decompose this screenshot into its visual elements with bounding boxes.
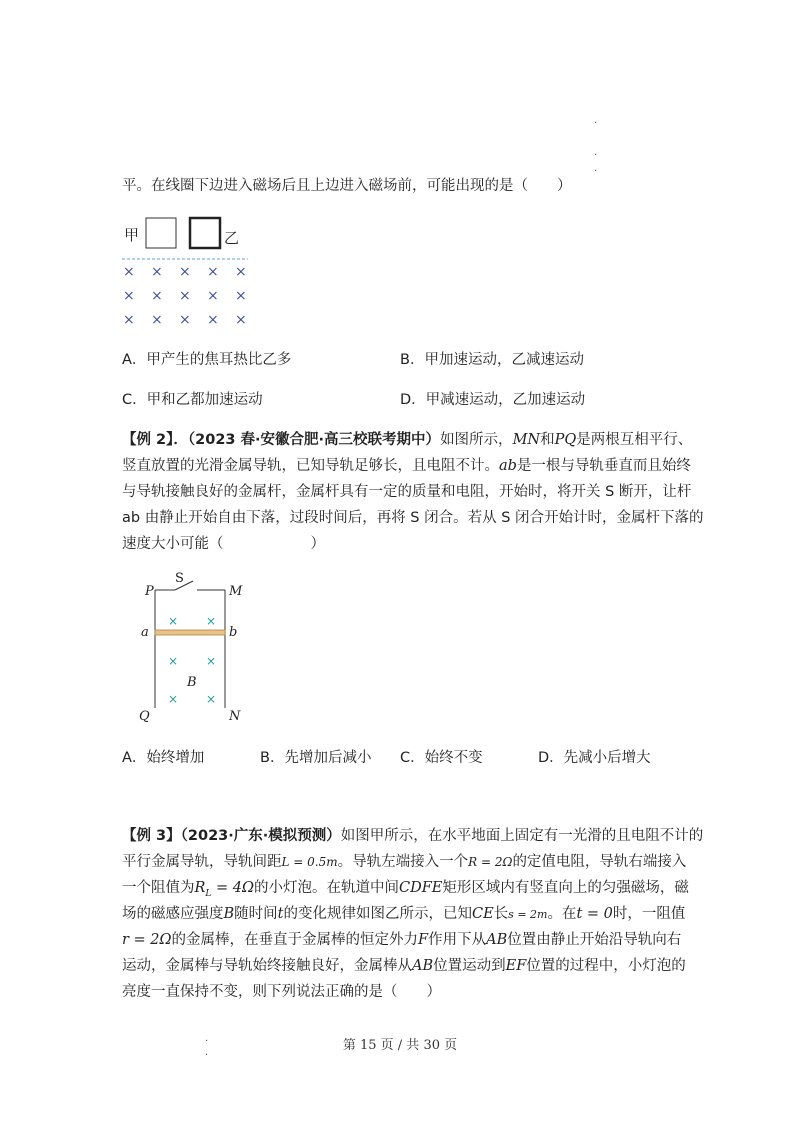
field-cross: × (168, 614, 179, 628)
q1-option-c[interactable]: C．甲和乙都加速运动 (122, 392, 263, 408)
q3-line1 (122, 826, 703, 846)
q2-line4: ab 由静止开始自由下落，过段时间后，再将 S 闭合。若从 S 闭合开始计时，金属杆下落的 (122, 510, 704, 526)
q2-var-ab: ab (499, 458, 517, 474)
field-cross: × (207, 288, 219, 304)
field-cross: × (206, 614, 217, 628)
q3-line4 (122, 904, 685, 925)
field-cross: × (151, 264, 163, 280)
q3-text: 位置运动到 (433, 958, 506, 974)
q3-eq: r = 2Ω (122, 932, 172, 948)
q3-text: 。在 (547, 906, 577, 922)
q3-var: B (223, 906, 235, 922)
field-cross: × (235, 264, 247, 280)
q3-var: AB (486, 932, 508, 948)
q3-eq-sub: L (205, 888, 212, 899)
q3-text: 。导轨左端接入一个 (337, 854, 469, 870)
field-cross: × (179, 264, 191, 280)
q3-var: EF (505, 958, 527, 974)
q2-source: （2023 春·安徽合肥·高三校联考期中） (187, 432, 441, 448)
field-cross: × (235, 312, 247, 328)
field-cross: × (206, 654, 217, 668)
q3-eq: R = 2Ω (468, 855, 513, 869)
field-cross: × (207, 312, 219, 328)
q3-source: （2023·广东·模拟预测） (180, 828, 341, 844)
field-cross: × (123, 288, 135, 304)
field-cross: × (151, 288, 163, 304)
q3-eq: s = 2m (508, 908, 548, 921)
q3-var: CDFE (399, 880, 443, 896)
field-cross: × (168, 692, 179, 706)
q2-text: 和 (540, 432, 555, 448)
q3-text: 位置由静止开始沿导轨向右 (507, 932, 682, 948)
q3-text: 作用下从 (428, 932, 487, 948)
q2-text: 是一根与导轨垂直而且始终 (516, 458, 691, 474)
label-m: M (229, 584, 243, 599)
q2-option-a[interactable]: A．始终增加 (122, 750, 205, 766)
field-crosses (123, 264, 247, 328)
field-cross: × (206, 692, 217, 706)
rod-ab (155, 630, 225, 635)
q3-var: CE (471, 906, 494, 922)
field-cross: × (123, 264, 135, 280)
q3-text: 场的磁感应强度 (122, 906, 224, 922)
q1-option-b[interactable]: B．甲加速运动，乙减速运动 (400, 352, 584, 368)
q3-eq: = 4Ω (211, 880, 255, 896)
field-crosses (168, 614, 216, 706)
q2-var-mn: MN (512, 432, 541, 448)
q3-eq: L = 0.5m (281, 855, 338, 869)
q2-line1 (122, 430, 692, 450)
q2-var-pq: PQ (554, 432, 577, 448)
q3-line7: 亮度一直保持不变，则下列说法正确的是（ ） (122, 984, 441, 1000)
label-p: P (145, 584, 154, 599)
q3-text: 平行金属导轨，导轨间距 (122, 854, 282, 870)
q2-text: 如图所示， (440, 432, 513, 448)
q3-eq: R (194, 880, 206, 896)
q3-text: 时，一阻值 (612, 906, 686, 922)
label-b-field: B (187, 675, 197, 690)
mark-dot: · (594, 118, 598, 129)
q3-eq: t = 0 (576, 906, 613, 922)
q3-var: F (418, 932, 429, 948)
q3-line6 (122, 956, 686, 976)
q3-var: t (277, 906, 284, 922)
q3-text: 如图甲所示，在水平地面上固定有一光滑的且电阻不计的 (340, 828, 704, 844)
q1-option-d[interactable]: D．甲减速运动，乙加速运动 (400, 392, 586, 408)
q3-line2 (122, 852, 686, 872)
mark-dot: · (594, 150, 598, 161)
mark-dot: · (594, 166, 598, 177)
q3-text: 的变化规律如图乙所示，已知 (283, 906, 472, 922)
label-b: b (229, 625, 238, 640)
q2-text: 是两根互相平行、 (576, 432, 693, 448)
q3-text: 运动，金属棒与导轨始终接触良好，金属棒从 (122, 958, 412, 974)
q3-line5 (122, 930, 681, 950)
field-cross: × (179, 312, 191, 328)
field-cross: × (151, 312, 163, 328)
page-footer: 第 15 页 / 共 30 页 (342, 1038, 458, 1053)
label-n: N (229, 709, 241, 724)
coil-yi (190, 218, 220, 248)
coil-jia (146, 218, 176, 248)
q3-text: 的金属棒，在垂直于金属棒的恒定外力 (171, 932, 419, 948)
field-cross: × (235, 288, 247, 304)
q2-option-b[interactable]: B．先增加后减小 (260, 750, 372, 766)
label-s: S (175, 571, 184, 586)
field-cross: × (123, 312, 135, 328)
q2-figure (135, 568, 255, 728)
q2-line5: 速度大小可能（ ） (122, 536, 325, 552)
q3-text: 的定值电阻，导轨右端接入 (512, 854, 687, 870)
q2-option-d[interactable]: D．先减小后增大 (538, 750, 651, 766)
q2-label: 【例 2】． (122, 432, 188, 448)
field-cross: × (207, 264, 219, 280)
q3-text: 位置的过程中，小灯泡的 (526, 958, 686, 974)
q2-option-c[interactable]: C．始终不变 (400, 750, 483, 766)
q1-label-jia: 甲 (124, 226, 140, 244)
q1-figure (120, 212, 260, 332)
q3-text: 一个阻值为 (122, 880, 195, 896)
q1-option-a[interactable]: A．甲产生的焦耳热比乙多 (122, 352, 292, 368)
field-cross: × (179, 288, 191, 304)
q3-text: 长 (493, 906, 509, 922)
q2-line3: 与导轨接触良好的金属杆，金属杆具有一定的质量和电阻，开始时，将开关 S 断开，让杆 (122, 484, 692, 500)
label-q: Q (139, 709, 150, 724)
q3-label: 【例 3】 (122, 828, 181, 844)
q3-text: 的小灯泡。在轨道中间 (254, 880, 400, 896)
q3-text: 随时间 (234, 906, 278, 922)
field-cross: × (168, 654, 179, 668)
label-a: a (141, 625, 149, 640)
q3-line3 (122, 878, 689, 904)
q2-line2 (122, 456, 691, 476)
q1-label-yi: 乙 (224, 229, 240, 247)
q2-text: 竖直放置的光滑金属导轨，已知导轨足够长，且电阻不计。 (122, 458, 499, 474)
q1-stem: 平。在线圈下边进入磁场后且上边进入磁场前，可能出现的是（ ） (122, 178, 572, 194)
mark-dot: · (205, 1050, 209, 1061)
q3-var: AB (412, 958, 434, 974)
q3-text: 矩形区域内有竖直向上的匀强磁场，磁 (442, 880, 689, 896)
mark-dot: · (205, 1036, 209, 1047)
